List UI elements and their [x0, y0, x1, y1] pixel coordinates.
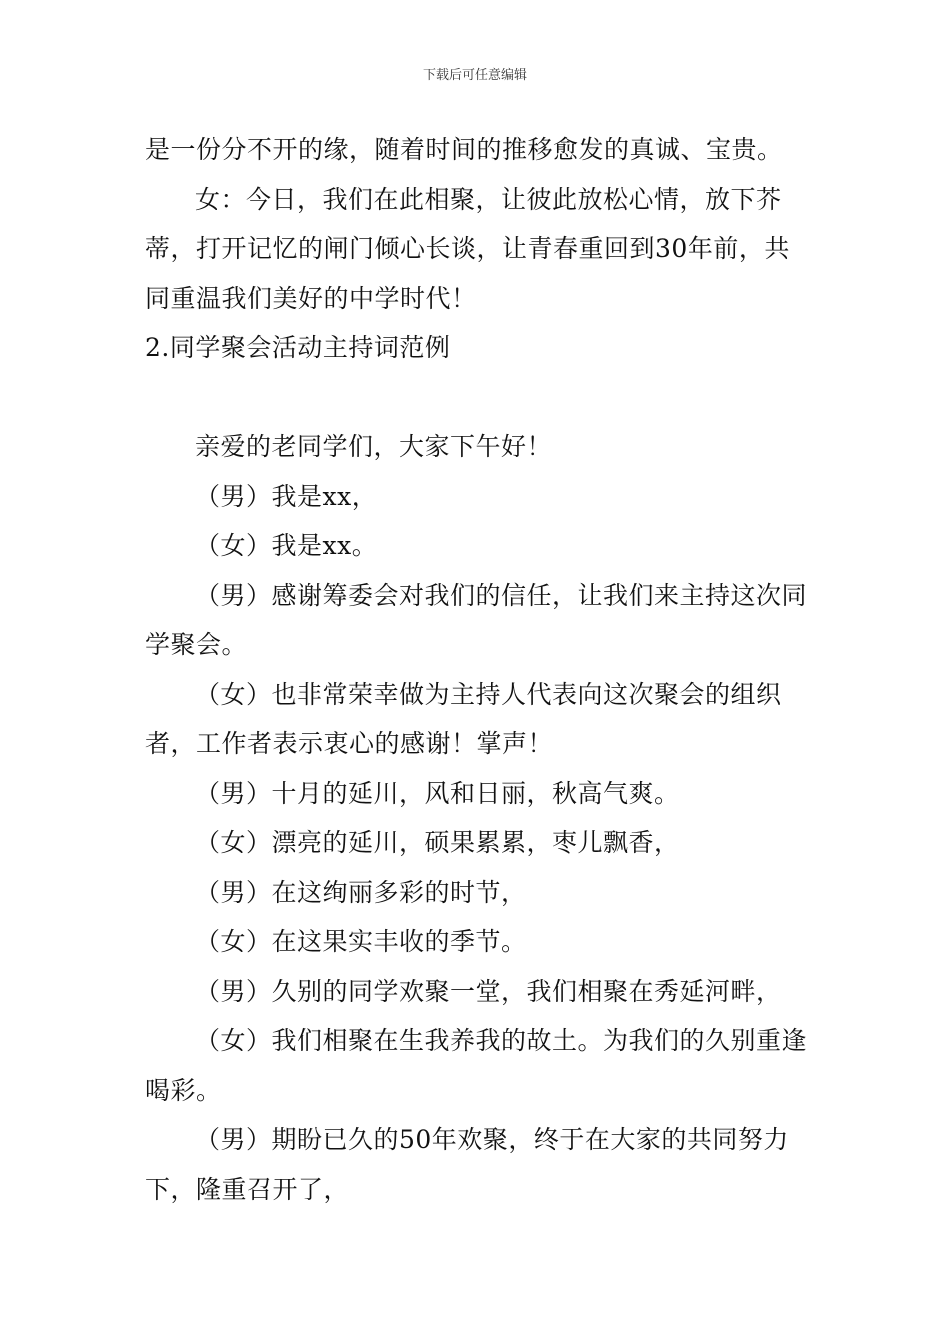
paragraph: （女）也非常荣幸做为主持人代表向这次聚会的组织者，工作者表示衷心的感谢！掌声！	[145, 679, 782, 758]
paragraph: 女：今日，我们在此相聚，让彼此放松心情，放下芥蒂，打开记忆的闸门倾心长谈，让青春重回到30年前，共同重温我们美好的中学时代！	[145, 184, 790, 313]
paragraph: （男）感谢筹委会对我们的信任，让我们来主持这次同学聚会。	[145, 580, 808, 659]
paragraph: （女）我们相聚在生我养我的故土。为我们的久别重逢喝彩。	[145, 1026, 808, 1105]
paragraph: （男）十月的延川，风和日丽，秋高气爽。	[195, 778, 680, 808]
paragraph: 亲爱的老同学们，大家下午好！	[195, 432, 553, 461]
paragraph: （男）在这绚丽多彩的时节，	[195, 877, 527, 907]
paragraph: 是一份分不开的缘，随着时间的推移愈发的真诚、宝贵。	[145, 135, 783, 164]
paragraph: （女）我是xx。	[195, 531, 378, 560]
paragraph: （男）我是xx，	[195, 481, 378, 511]
paragraph: （男）久别的同学欢聚一堂，我们相聚在秀延河畔，	[195, 976, 782, 1006]
document-body	[145, 125, 810, 1214]
paragraph: （女）在这果实丰收的季节。	[195, 927, 527, 956]
blank-line	[145, 373, 810, 423]
paragraph: （女）漂亮的延川，硕果累累，枣儿飘香，	[195, 828, 680, 857]
section-heading: 2.同学聚会活动主持词范例	[145, 333, 451, 362]
page-header-note: 下载后可任意编辑	[422, 68, 527, 83]
paragraph: （男）期盼已久的50年欢聚，终于在大家的共同努力下，隆重召开了，	[145, 1125, 789, 1204]
